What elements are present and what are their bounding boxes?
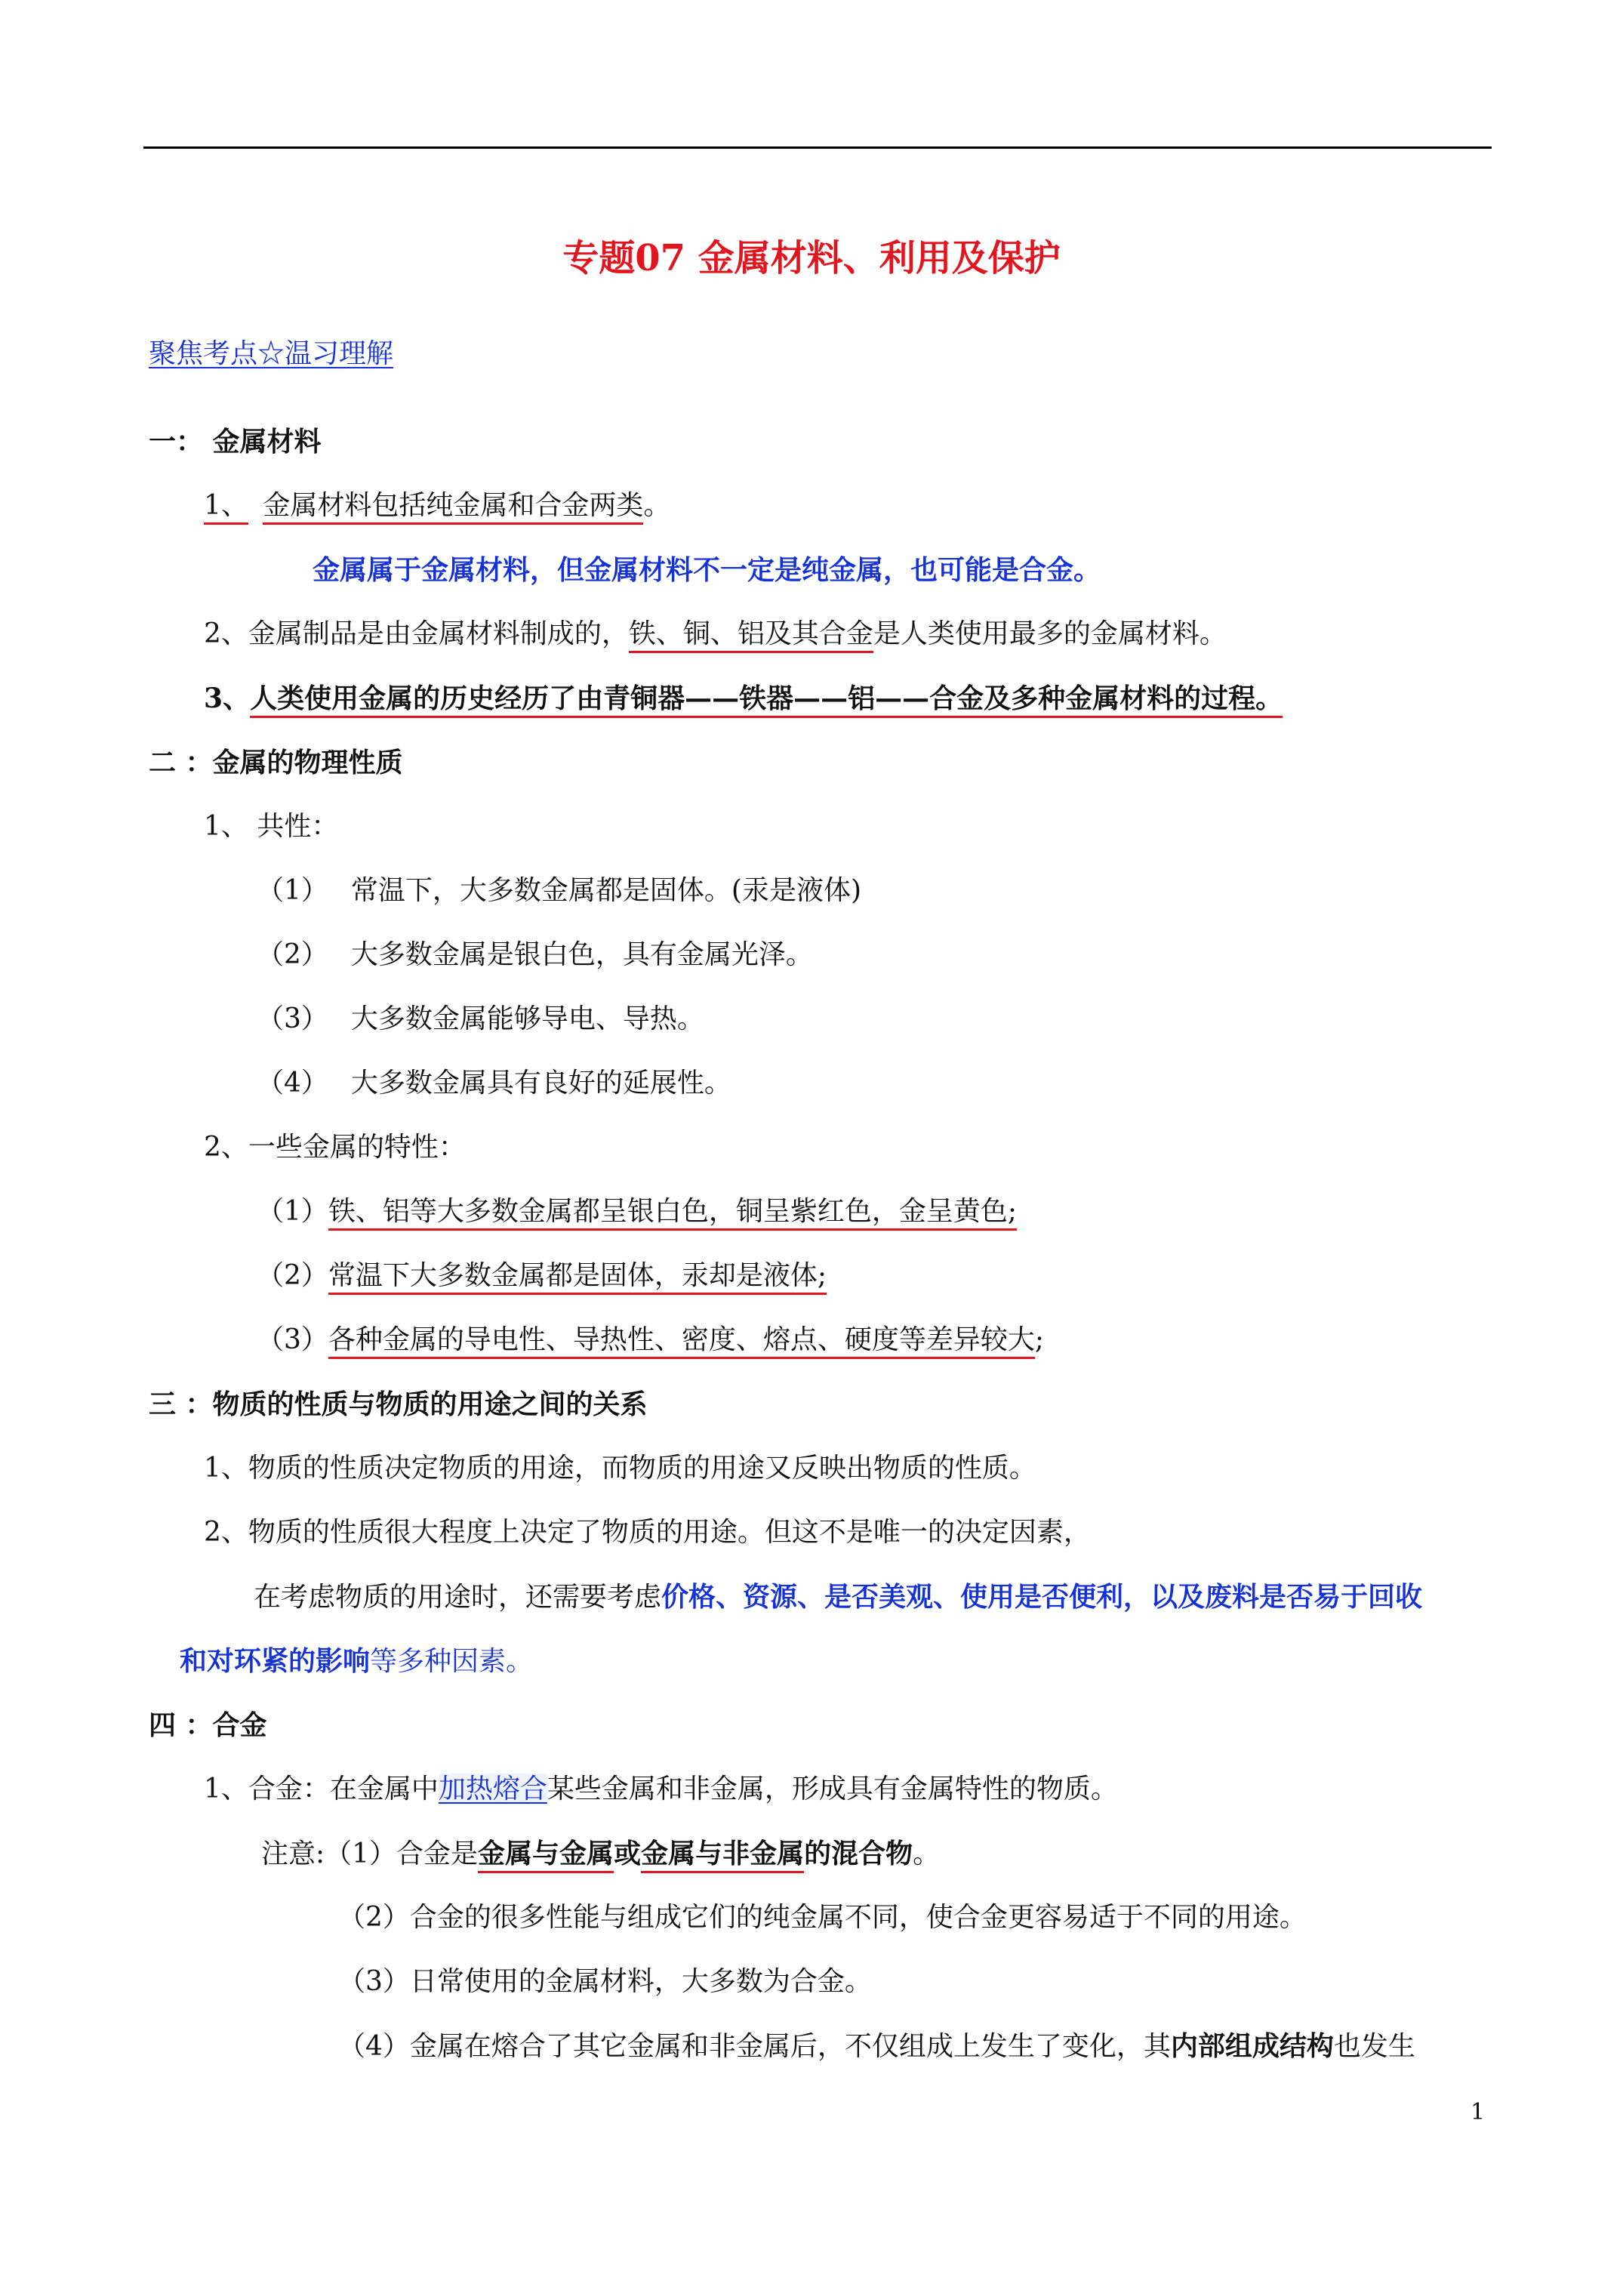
- header-rule: [143, 146, 1492, 149]
- s2-special-3: [257, 1324, 1044, 1357]
- s1-item-2: [204, 618, 1227, 651]
- s2-special-2: [257, 1259, 827, 1293]
- s3-para-1: 1、物质的性质决定物质的用途，而物质的用途又反映出物质的性质。: [204, 1453, 1036, 1484]
- s2-common-3-num: （3）: [257, 1003, 328, 1034]
- s1-item-1-period: 。: [643, 490, 671, 521]
- s1-item-1-num: 1、: [204, 490, 248, 525]
- s4-note-4-b: 内部组成结构: [1170, 2030, 1334, 2062]
- s2-common-1: [257, 874, 861, 908]
- section-2-heading: 二 ：金属的物理性质: [149, 747, 403, 778]
- s4-para-1-link[interactable]: 加热熔合: [438, 1774, 547, 1804]
- s4-note-2: （2）合金的很多性能与组成它们的纯金属不同，使合金更容易适于不同的用途。: [338, 1902, 1307, 1933]
- s1-item-2-a: 2、金属制品是由金属材料制成的，: [204, 618, 629, 649]
- section-4-heading: 四 ：合金: [149, 1709, 267, 1741]
- s4-note-1-f: 。: [913, 1838, 941, 1869]
- s1-item-3-text: 人类使用金属的历史经历了由青铜器——铁器——铝——合金及多种金属材料的过程。: [250, 683, 1283, 718]
- s4-note-1: [261, 1837, 940, 1871]
- s1-item-3: [204, 682, 1283, 715]
- s1-item-3-num: 3、: [204, 683, 251, 714]
- s2-special-3-tail: ;: [1034, 1324, 1045, 1355]
- s4-note-3: （3）日常使用的金属材料，大多数为合金。: [338, 1966, 872, 1997]
- s3-para-3: [254, 1580, 1422, 1614]
- s2-common-4-num: （4）: [257, 1068, 328, 1099]
- s1-item-1: [204, 489, 670, 522]
- s4-para-1-a: 1、合金：在金属中: [204, 1774, 439, 1804]
- s4-note-1-e: 的混合物: [804, 1838, 913, 1869]
- s4-note-1-c: 或: [614, 1838, 642, 1869]
- s3-para-4: [180, 1644, 533, 1678]
- s2-common-2-text: 大多数金属是银白色，具有金属光泽。: [350, 939, 813, 970]
- s2-common-2-num: （2）: [257, 939, 328, 970]
- s2-common-label: 1、 共性：: [204, 811, 339, 842]
- section-1-heading: 一： 金属材料: [149, 426, 322, 458]
- page-number: 1: [1471, 2099, 1486, 2125]
- s4-para-1: [204, 1773, 1118, 1806]
- s4-note-4-c: 也发生: [1333, 2031, 1415, 2062]
- s4-note-1-d: 金属与非金属: [641, 1838, 804, 1873]
- s4-note-1-a: 注意:（1）合金是: [261, 1838, 479, 1869]
- s3-para-3-a: 在考虑物质的用途时，还需要考虑: [254, 1582, 662, 1613]
- s1-item-2-c: 是人类使用最多的金属材料。: [873, 618, 1227, 649]
- s2-special-1-text: 铁、铝等大多数金属都呈银白色，铜呈紫红色，金呈黄色;: [328, 1196, 1017, 1231]
- s1-item-1-text: 金属材料包括纯金属和合金两类: [263, 490, 643, 525]
- s1-item-2-b: 铁、铜、铝及其合金: [629, 618, 873, 653]
- s2-common-3: [257, 1003, 704, 1036]
- s2-special-2-text: 常温下大多数金属都是固体，汞却是液体;: [328, 1260, 827, 1295]
- s2-special-1: [257, 1195, 1017, 1228]
- s2-special-1-num: （1）: [257, 1196, 328, 1227]
- s4-note-4: [338, 2029, 1415, 2063]
- s3-para-3-b: 价格、资源、是否美观、使用是否便利，以及废料是否易于回收: [661, 1581, 1423, 1613]
- s2-special-2-num: （2）: [257, 1260, 328, 1291]
- s2-common-4-text: 大多数金属具有良好的延展性。: [350, 1068, 731, 1099]
- s3-para-4-a: 和对环紧的影响: [180, 1645, 371, 1677]
- s2-common-3-text: 大多数金属能够导电、导热。: [350, 1003, 704, 1034]
- s4-para-1-c: 某些金属和非金属，形成具有金属特性的物质。: [547, 1774, 1118, 1804]
- s3-para-2: 2、物质的性质很大程度上决定了物质的用途。但这不是唯一的决定因素，: [204, 1517, 1091, 1548]
- s2-common-1-text: 常温下，大多数金属都是固体。(汞是液体): [350, 875, 861, 906]
- s2-common-2: [257, 938, 813, 972]
- s2-special-3-num: （3）: [257, 1324, 328, 1355]
- s1-note: 金属属于金属材料，但金属材料不一定是纯金属，也可能是合金。: [313, 554, 1101, 586]
- s2-common-4: [257, 1067, 731, 1100]
- focus-link[interactable]: 聚焦考点☆温习理解: [149, 338, 394, 369]
- s2-special-3-text: 各种金属的导电性、导热性、密度、熔点、硬度等差异较大: [328, 1324, 1035, 1359]
- section-3-heading: 三 ：物质的性质与物质的用途之间的关系: [149, 1388, 648, 1420]
- s4-note-4-a: （4）金属在熔合了其它金属和非金属后，不仅组成上发生了变化，其: [338, 2031, 1171, 2062]
- page-title: 专题07 金属材料、利用及保护: [562, 237, 1061, 279]
- s4-note-1-b: 金属与金属: [478, 1838, 614, 1873]
- s2-common-1-num: （1）: [257, 875, 328, 906]
- s2-special-label: 2、一些金属的特性：: [204, 1132, 466, 1163]
- s3-para-4-b: 等多种因素。: [370, 1646, 534, 1677]
